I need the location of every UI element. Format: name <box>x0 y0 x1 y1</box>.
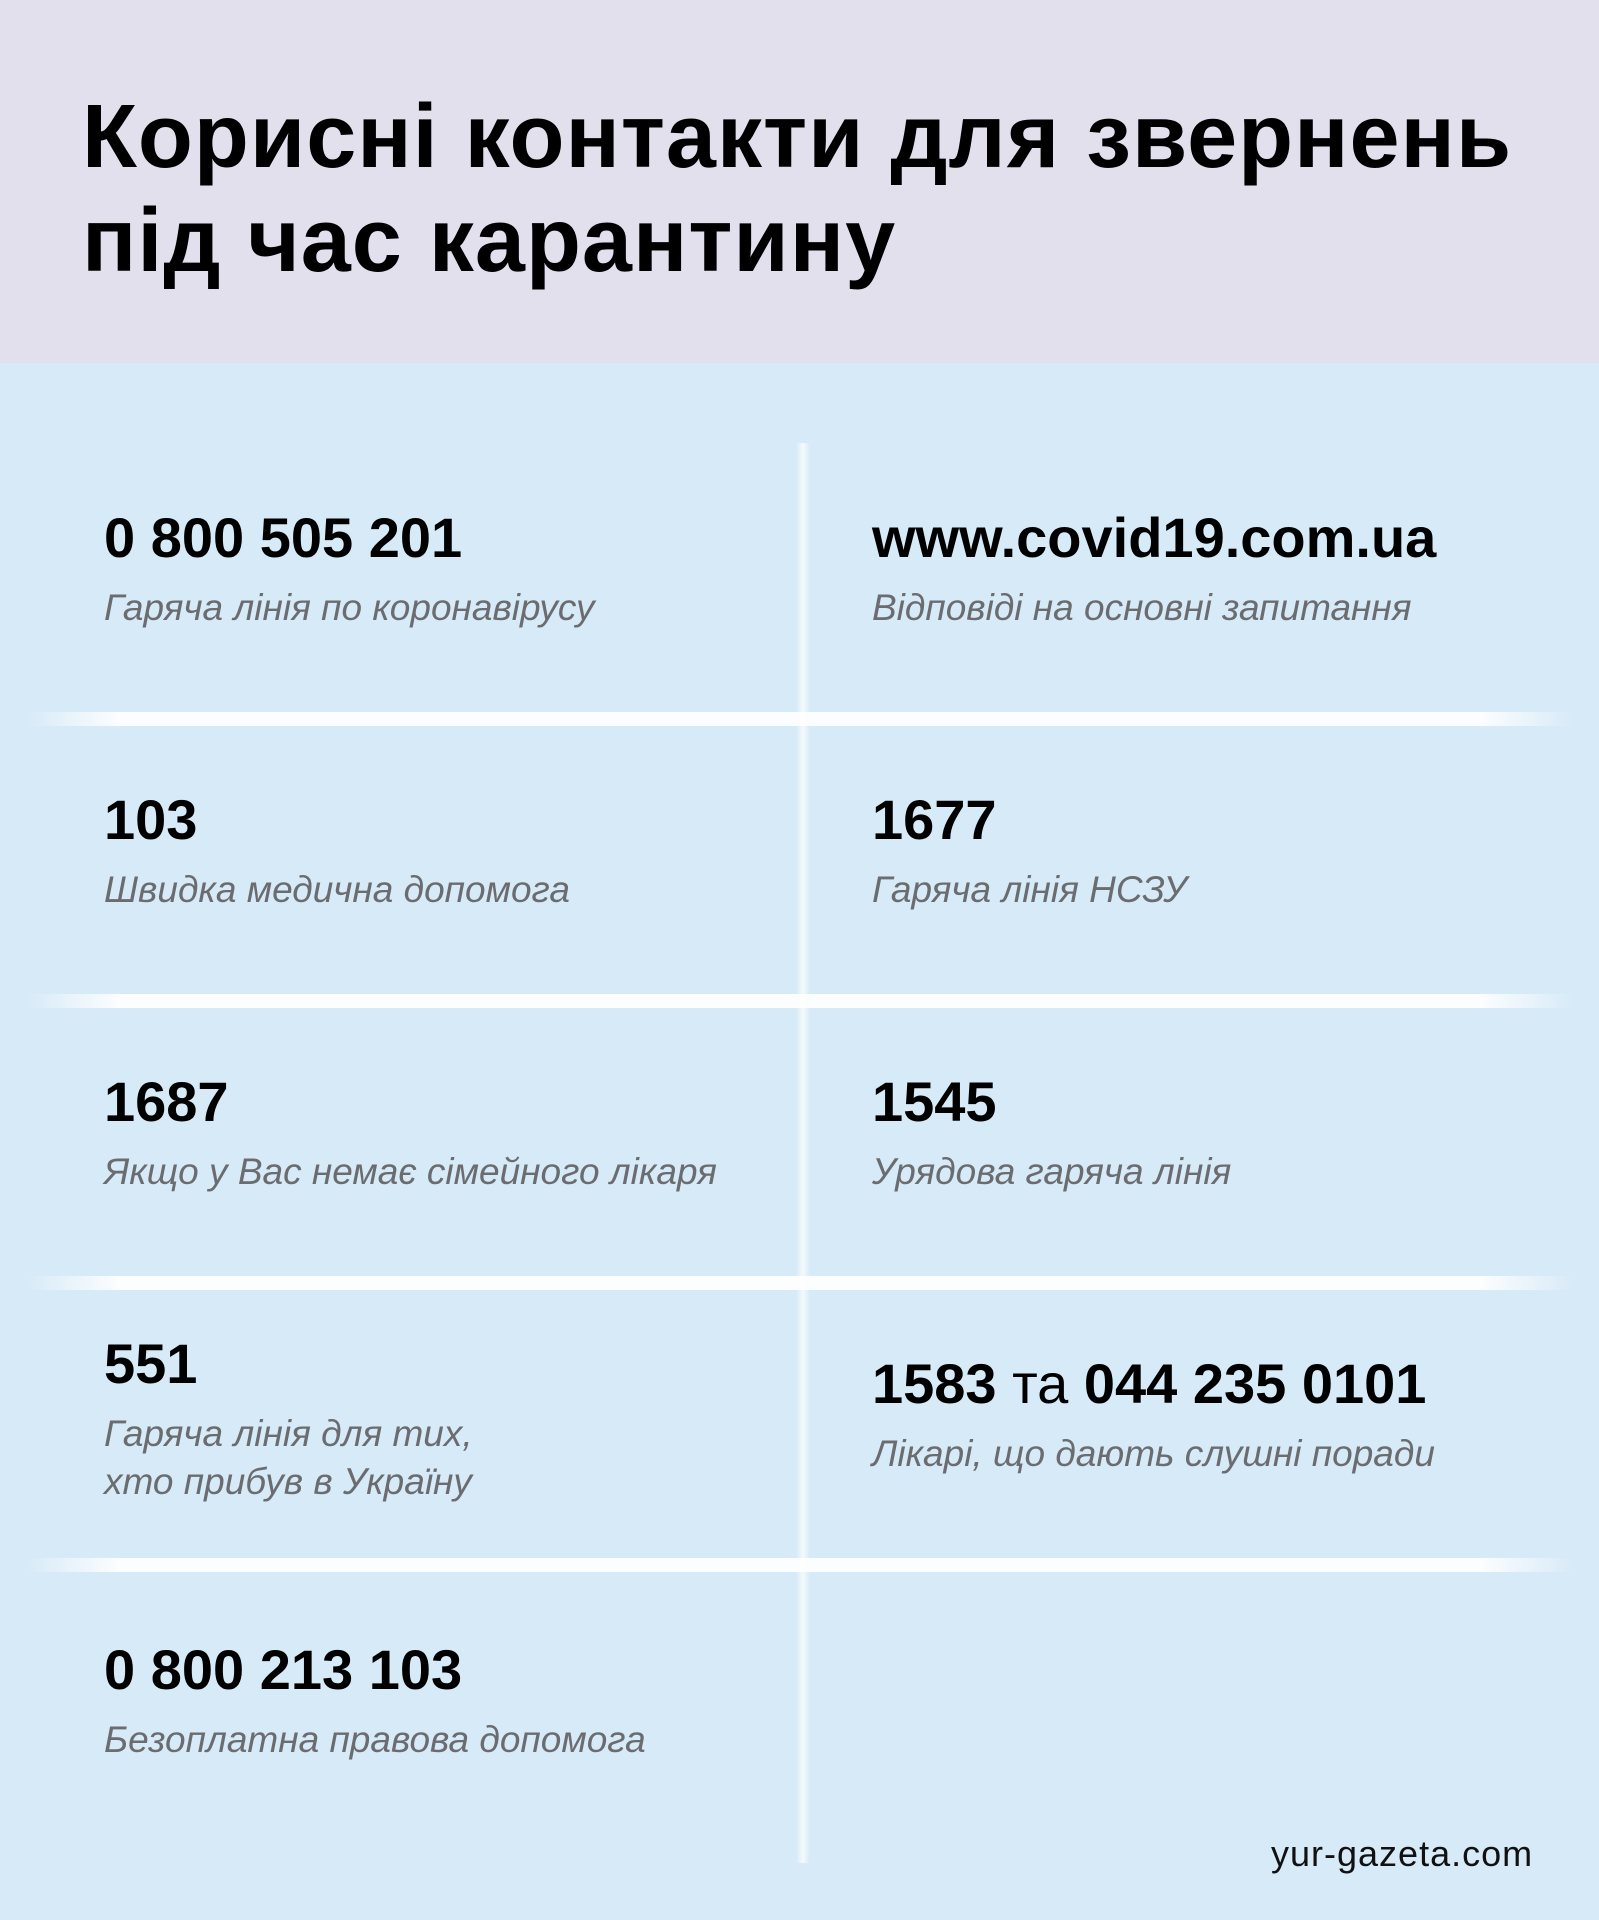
contact-card-arrivals-hotline <box>104 1332 473 1506</box>
contact-description: Відповіді на основні запитання <box>872 587 1412 628</box>
page-title <box>82 85 1512 293</box>
contact-description <box>104 1410 473 1506</box>
column-divider <box>796 443 810 1863</box>
contact-description: Швидка медична допомога <box>104 869 570 910</box>
page-title-line-1: Корисні контакти для звернень <box>82 87 1513 187</box>
contact-description-line-2: хто прибув в Україну <box>104 1461 472 1502</box>
contact-number[interactable]: 103 <box>104 788 198 851</box>
header-banner <box>0 0 1599 363</box>
contact-description: Якщо у Вас немає сімейного лікаря <box>104 1151 717 1192</box>
contact-description: Гаряча лінія НСЗУ <box>872 869 1187 910</box>
contacts-grid <box>0 363 1599 1920</box>
contact-card-government-hotline <box>872 1070 1231 1196</box>
contact-number[interactable]: 1545 <box>872 1070 997 1133</box>
contact-number-pair <box>872 1352 1435 1416</box>
contact-card-doctors-advice <box>872 1352 1435 1478</box>
row-divider <box>25 1558 1575 1572</box>
contact-card-nszu-hotline <box>872 788 1187 914</box>
contact-number[interactable]: 0 800 505 201 <box>104 506 463 569</box>
page-title-line-2: під час карантину <box>82 191 897 291</box>
contact-number[interactable]: 551 <box>104 1332 198 1395</box>
contact-conjunction: та <box>1012 1352 1069 1415</box>
contact-number[interactable]: 1583 <box>872 1352 997 1415</box>
contact-number[interactable]: 0 800 213 103 <box>104 1638 463 1701</box>
row-divider <box>25 712 1575 726</box>
contact-link[interactable]: www.covid19.com.ua <box>872 506 1437 569</box>
contact-description: Безоплатна правова допомога <box>104 1719 646 1760</box>
contact-description-line-1: Гаряча лінія для тих, <box>104 1413 473 1454</box>
contact-number[interactable]: 1677 <box>872 788 997 851</box>
contact-description: Урядова гаряча лінія <box>872 1151 1232 1192</box>
contact-description: Лікарі, що дають слушні поради <box>872 1433 1435 1474</box>
row-divider <box>25 994 1575 1008</box>
contact-number[interactable]: 044 235 0101 <box>1083 1352 1427 1415</box>
contact-number[interactable]: 1687 <box>104 1070 229 1133</box>
contact-card-no-family-doctor <box>104 1070 717 1196</box>
row-divider <box>25 1276 1575 1290</box>
contact-card-legal-aid <box>104 1638 646 1764</box>
source-site-label: yur-gazeta.com <box>1271 1833 1534 1874</box>
contact-card-covid-website <box>872 506 1436 632</box>
contact-card-coronavirus-hotline <box>104 506 594 632</box>
contact-description: Гаряча лінія по коронавірусу <box>104 587 595 628</box>
contact-card-ambulance <box>104 788 570 914</box>
